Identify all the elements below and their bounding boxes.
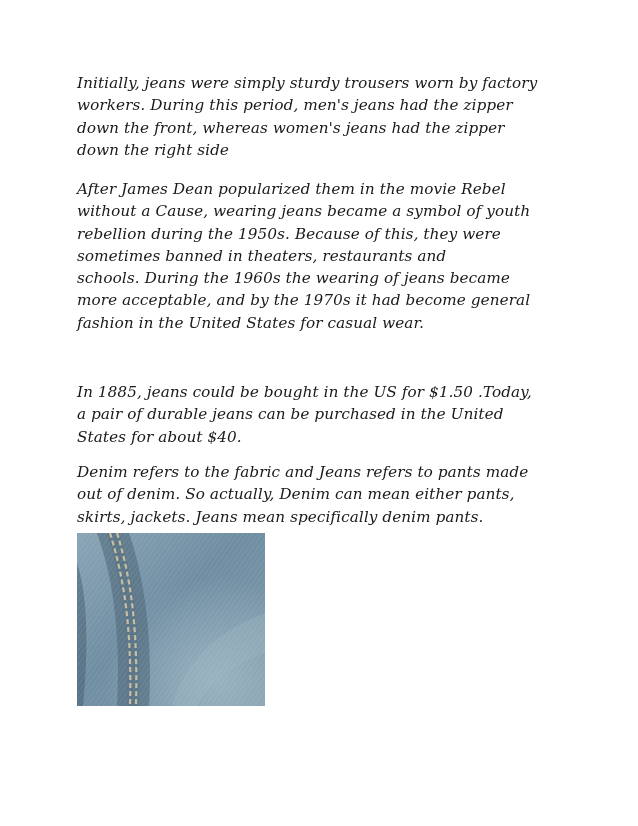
paragraph-denim-definition [77,461,567,528]
denim-fabric-photo [77,533,265,706]
text-line: Initially, jeans were simply sturdy trousers worn by factory [77,74,538,92]
text-line: States for about $40. [77,427,242,446]
text-line: After James Dean popularized them in the movie Rebel [77,180,506,198]
text-line: In 1885, jeans could be bought in the US for $1.50 .Today, [77,383,532,401]
text-line: skirts, jackets. Jeans mean specifically denim pants. [77,507,484,526]
text-line: workers. During this period, men's jeans had the zipper [77,96,513,115]
text-line: out of denim. So actually, Denim can mean either pants, [77,485,515,504]
denim-texture-image [77,533,265,706]
text-line: more acceptable, and by the 1970s it had become general [77,291,531,310]
text-line: rebellion during the 1950s. Because of this, they were [77,224,501,243]
paragraph-price-history [77,381,567,448]
text-line: fashion in the United States for casual wear. [77,313,425,332]
text-line: a pair of durable jeans can be purchased in the United [77,405,504,424]
text-line: schools. During the 1960s the wearing of jeans became [77,269,510,288]
text-line: sometimes banned in theaters, restaurants and [77,246,447,265]
paragraph-james-dean [77,178,567,334]
text-line: down the front, whereas women's jeans had the zipper [77,118,505,137]
text-line: without a Cause, wearing jeans became a symbol of youth [77,202,531,221]
text-line: down the right side [77,140,229,159]
paragraph-factory-workers [77,72,567,161]
text-line: Denim refers to the fabric and Jeans refers to pants made [77,463,529,481]
